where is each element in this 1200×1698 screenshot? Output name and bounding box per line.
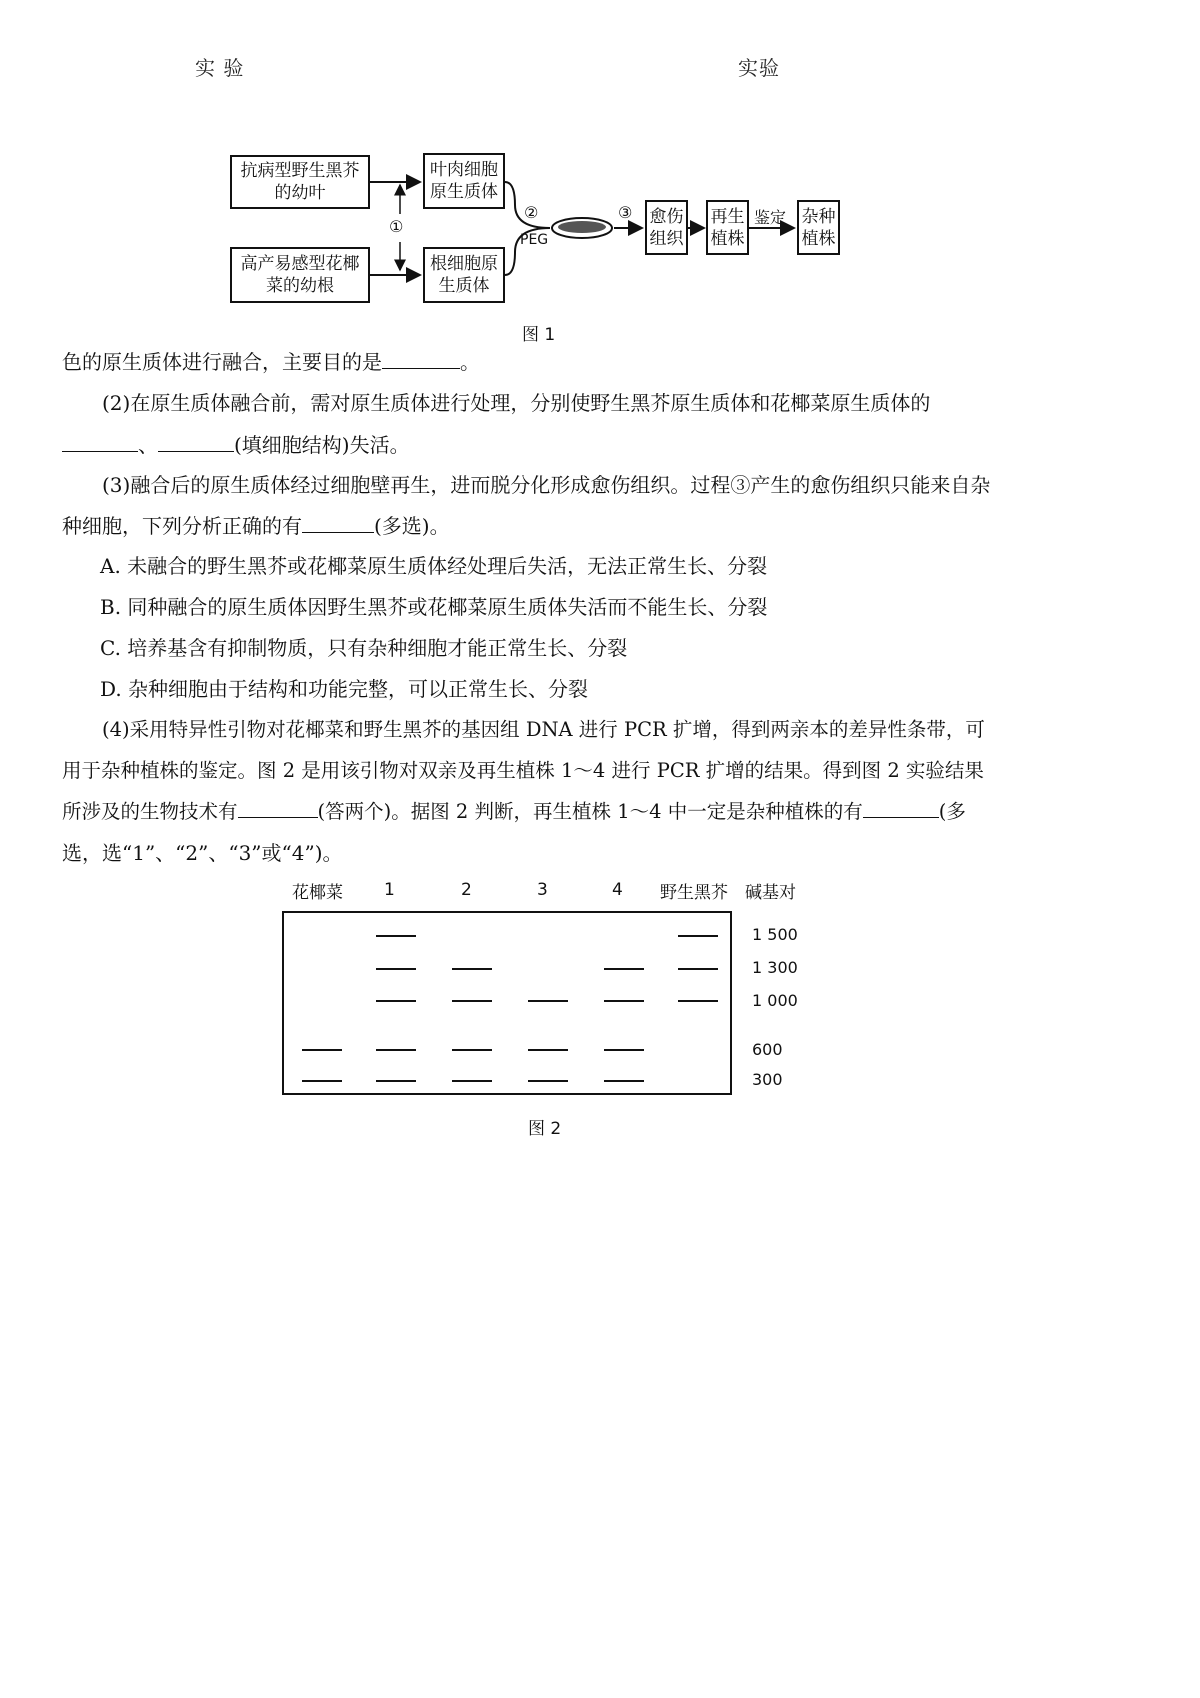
band-lane5-1300bp xyxy=(678,968,718,970)
step-2-label: ② xyxy=(524,203,539,222)
blank-4a xyxy=(238,795,318,818)
box-mesophyll-protoplast: 叶肉细胞原生质体 xyxy=(423,153,505,209)
blank-2a xyxy=(62,429,138,452)
header-left-fragment: 实 验 xyxy=(195,56,245,80)
bp-header: 碱基对 xyxy=(745,883,796,903)
gel-box xyxy=(282,911,732,1095)
box-regenerated-plant: 再生植株 xyxy=(706,200,749,255)
question-4-line4 xyxy=(62,833,1122,873)
question-2 xyxy=(62,383,1122,423)
q4-line3-mid: (答两个)。据图 2 判断，再生植株 1～4 中一定是杂种植株的有 xyxy=(317,800,863,823)
question-4-line1 xyxy=(62,710,1122,750)
band-lane1-1300bp xyxy=(376,968,416,970)
header-right-fragment: 实验 xyxy=(738,56,780,80)
bp-label-300: 300 xyxy=(752,1070,783,1089)
line1-end: 。 xyxy=(460,350,480,374)
bp-label-1500: 1 500 xyxy=(752,925,798,944)
band-lane5-1000bp xyxy=(678,1000,718,1002)
band-lane3-600bp xyxy=(528,1049,568,1051)
blank-1 xyxy=(382,346,460,369)
identify-label: 鉴定 xyxy=(754,208,787,227)
figure2-caption: 图 2 xyxy=(528,1119,562,1139)
bp-label-1300: 1 300 xyxy=(752,958,798,977)
line1-text: 色的原生质体进行融合，主要目的是 xyxy=(62,350,382,374)
figure1-connectors xyxy=(0,0,1200,330)
q3-line1: (3)融合后的原生质体经过细胞壁再生，进而脱分化形成愈伤组织。过程③产生的愈伤组织只能来自杂 xyxy=(102,473,991,497)
line-fusion-purpose xyxy=(62,342,1122,382)
band-lane4-1000bp xyxy=(604,1000,644,1002)
q2-tail: (填细胞结构)失活。 xyxy=(234,433,410,457)
band-lane4-1300bp xyxy=(604,968,644,970)
q2-sep: 、 xyxy=(138,433,158,457)
blank-3 xyxy=(302,510,374,533)
lane-label-cauliflower: 花椰菜 xyxy=(292,883,343,903)
bp-label-600: 600 xyxy=(752,1040,783,1059)
option-d: D. 杂种细胞由于结构和功能完整，可以正常生长、分裂 xyxy=(100,677,589,701)
option-a: A. 未融合的野生黑芥或花椰菜原生质体经处理后失活，无法正常生长、分裂 xyxy=(100,554,768,578)
band-lane1-1500bp xyxy=(376,935,416,937)
q3-line2-text: 种细胞，下列分析正确的有 xyxy=(62,514,302,538)
step-3-label: ③ xyxy=(618,203,633,222)
band-lane0-300bp xyxy=(302,1080,342,1082)
band-lane1-1000bp xyxy=(376,1000,416,1002)
option-b: B. 同种融合的原生质体因野生黑芥或花椰菜原生质体失活而不能生长、分裂 xyxy=(100,595,768,619)
question-3-line2 xyxy=(62,506,1122,546)
band-lane1-300bp xyxy=(376,1080,416,1082)
band-lane4-300bp xyxy=(604,1080,644,1082)
box-cauliflower-root: 高产易感型花椰菜的幼根 xyxy=(230,247,370,303)
box-root-protoplast: 根细胞原生质体 xyxy=(423,247,505,303)
band-lane2-1300bp xyxy=(452,968,492,970)
peg-label: PEG xyxy=(520,232,549,248)
box-hybrid-plant: 杂种植株 xyxy=(797,200,840,255)
figure1-caption: 图 1 xyxy=(522,325,556,345)
blank-2b xyxy=(158,429,234,452)
step-1-label: ① xyxy=(389,217,404,236)
q4-line3-text: 所涉及的生物技术有 xyxy=(62,800,238,823)
lane-label-3: 3 xyxy=(537,880,548,900)
q4-line3-tail: (多 xyxy=(938,800,966,823)
band-lane3-300bp xyxy=(528,1080,568,1082)
lane-label-wild-mustard: 野生黑芥 xyxy=(660,883,728,903)
q4-line2: 用于杂种植株的鉴定。图 2 是用该引物对双亲及再生植株 1～4 进行 PCR 扩增的结果。得到图 2 实验结果 xyxy=(62,759,984,782)
q3-line2-tail: (多选)。 xyxy=(374,514,450,538)
bp-label-1000: 1 000 xyxy=(752,991,798,1010)
question-2-line2 xyxy=(62,425,1122,465)
band-lane3-1000bp xyxy=(528,1000,568,1002)
box-callus: 愈伤组织 xyxy=(645,200,688,255)
lane-label-2: 2 xyxy=(461,880,472,900)
band-lane2-300bp xyxy=(452,1080,492,1082)
band-lane2-1000bp xyxy=(452,1000,492,1002)
q4-line1: (4)采用特异性引物对花椰菜和野生黑芥的基因组 DNA 进行 PCR 扩增，得到两亲本的差异性条带，可 xyxy=(102,718,985,741)
band-lane2-600bp xyxy=(452,1049,492,1051)
question-4-line2 xyxy=(62,751,1122,791)
band-lane5-1500bp xyxy=(678,935,718,937)
question-3 xyxy=(62,465,1122,505)
band-lane1-600bp xyxy=(376,1049,416,1051)
band-lane0-600bp xyxy=(302,1049,342,1051)
q4-line4: 选，选“1”、“2”、“3”或“4”)。 xyxy=(62,841,343,865)
box-wild-leaf: 抗病型野生黑芥的幼叶 xyxy=(230,155,370,209)
question-4-line3 xyxy=(62,792,1122,832)
lane-label-4: 4 xyxy=(612,880,623,900)
lane-label-1: 1 xyxy=(384,880,395,900)
q2-text: (2)在原生质体融合前，需对原生质体进行处理，分别使野生黑芥原生质体和花椰菜原生质体的 xyxy=(102,391,931,415)
band-lane4-600bp xyxy=(604,1049,644,1051)
option-c: C. 培养基含有抑制物质，只有杂种细胞才能正常生长、分裂 xyxy=(100,636,628,660)
blank-4b xyxy=(863,795,939,818)
